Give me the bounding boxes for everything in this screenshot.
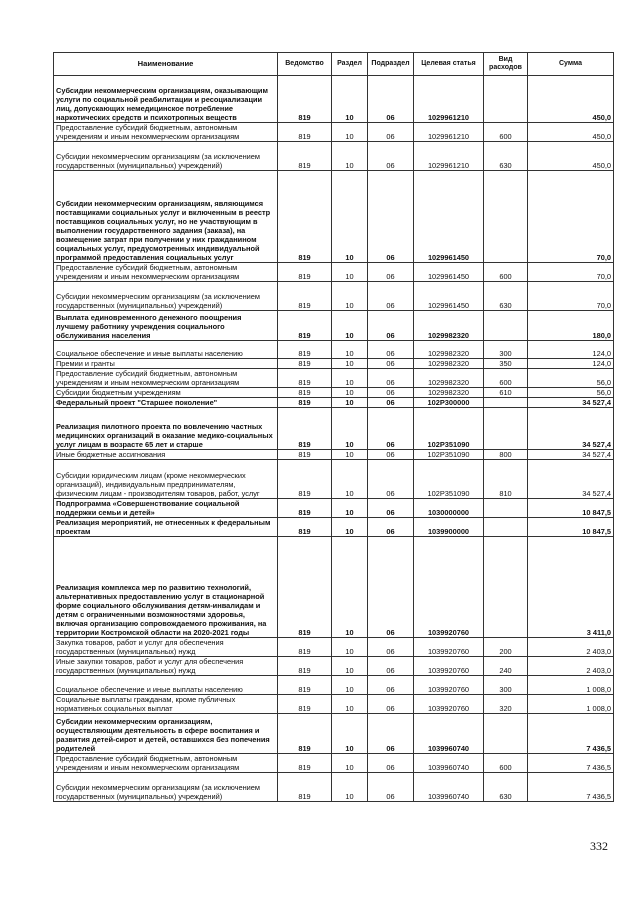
cell-section: 10 — [332, 676, 368, 695]
cell-dept: 819 — [278, 518, 332, 537]
header-expense-type: Вид расходов — [484, 53, 528, 76]
cell-target: 1039900000 — [414, 518, 484, 537]
table-body — [54, 76, 614, 802]
cell-section: 10 — [332, 76, 368, 123]
cell-section: 10 — [332, 754, 368, 773]
cell-dept: 819 — [278, 408, 332, 450]
table-row — [54, 311, 614, 341]
table-row — [54, 388, 614, 398]
cell-name: Социальные выплаты гражданам, кроме публичных нормативных социальных выплат — [54, 695, 278, 714]
table-row — [54, 695, 614, 714]
cell-dept: 819 — [278, 398, 332, 408]
cell-section: 10 — [332, 263, 368, 282]
cell-target: 1039960740 — [414, 773, 484, 802]
cell-section: 10 — [332, 171, 368, 263]
cell-section: 10 — [332, 499, 368, 518]
cell-dept: 819 — [278, 369, 332, 388]
cell-target: 1039920760 — [414, 695, 484, 714]
cell-name: Подпрограмма «Совершенствование социальной поддержки семьи и детей» — [54, 499, 278, 518]
table-row — [54, 359, 614, 369]
cell-name: Субсидии некоммерческим организациям (за исключением государственных (муниципальных) учреждений) — [54, 142, 278, 171]
table-row — [54, 450, 614, 460]
table-row — [54, 369, 614, 388]
cell-dept: 819 — [278, 754, 332, 773]
cell-target: 1039920760 — [414, 676, 484, 695]
cell-expense-type: 600 — [484, 123, 528, 142]
cell-sum: 70,0 — [528, 282, 614, 311]
cell-dept: 819 — [278, 311, 332, 341]
cell-dept: 819 — [278, 142, 332, 171]
cell-sum: 70,0 — [528, 263, 614, 282]
cell-expense-type: 600 — [484, 263, 528, 282]
cell-section: 10 — [332, 537, 368, 638]
cell-name: Премии и гранты — [54, 359, 278, 369]
cell-sum: 7 436,5 — [528, 754, 614, 773]
cell-sum: 10 847,5 — [528, 499, 614, 518]
cell-dept: 819 — [278, 263, 332, 282]
cell-subsection: 06 — [368, 341, 414, 359]
cell-sum: 34 527,4 — [528, 408, 614, 450]
cell-section: 10 — [332, 341, 368, 359]
cell-name: Выплата единовременного денежного поощрения лучшему работнику учреждения социального обслуживания населения — [54, 311, 278, 341]
cell-subsection: 06 — [368, 754, 414, 773]
cell-dept: 819 — [278, 695, 332, 714]
cell-sum: 450,0 — [528, 142, 614, 171]
cell-expense-type: 240 — [484, 657, 528, 676]
table-row — [54, 408, 614, 450]
cell-sum: 1 008,0 — [528, 676, 614, 695]
cell-target: 1039920760 — [414, 638, 484, 657]
cell-name: Иные бюджетные ассигнования — [54, 450, 278, 460]
table-row — [54, 460, 614, 499]
cell-expense-type: 320 — [484, 695, 528, 714]
cell-subsection: 06 — [368, 123, 414, 142]
cell-expense-type — [484, 398, 528, 408]
cell-dept: 819 — [278, 341, 332, 359]
cell-name: Реализация пилотного проекта по вовлечению частных медицинских организаций в оказание медико-социальных услуг лицам в возрасте 65 лет и старше — [54, 408, 278, 450]
table-row — [54, 499, 614, 518]
cell-dept: 819 — [278, 388, 332, 398]
cell-subsection: 06 — [368, 518, 414, 537]
table-row — [54, 754, 614, 773]
cell-target: 1039920760 — [414, 657, 484, 676]
header-sum: Сумма — [528, 53, 614, 76]
cell-dept: 819 — [278, 460, 332, 499]
cell-target: 102P351090 — [414, 460, 484, 499]
cell-name: Субсидии бюджетным учреждениям — [54, 388, 278, 398]
cell-expense-type: 300 — [484, 341, 528, 359]
cell-expense-type — [484, 76, 528, 123]
table-row — [54, 676, 614, 695]
cell-subsection: 06 — [368, 263, 414, 282]
cell-target: 1029982320 — [414, 311, 484, 341]
cell-expense-type: 600 — [484, 754, 528, 773]
cell-expense-type: 810 — [484, 460, 528, 499]
cell-dept: 819 — [278, 714, 332, 754]
cell-section: 10 — [332, 388, 368, 398]
cell-subsection: 06 — [368, 142, 414, 171]
cell-section: 10 — [332, 142, 368, 171]
cell-section: 10 — [332, 695, 368, 714]
cell-dept: 819 — [278, 359, 332, 369]
cell-target: 1039920760 — [414, 537, 484, 638]
cell-sum: 7 436,5 — [528, 714, 614, 754]
cell-section: 10 — [332, 714, 368, 754]
cell-sum: 124,0 — [528, 341, 614, 359]
cell-section: 10 — [332, 638, 368, 657]
table-header-row — [54, 53, 614, 76]
header-subsection: Подраздел — [368, 53, 414, 76]
cell-target: 1029961210 — [414, 76, 484, 123]
table-row — [54, 341, 614, 359]
cell-dept: 819 — [278, 537, 332, 638]
cell-expense-type: 600 — [484, 369, 528, 388]
cell-section: 10 — [332, 311, 368, 341]
cell-expense-type — [484, 171, 528, 263]
cell-section: 10 — [332, 282, 368, 311]
cell-sum: 70,0 — [528, 171, 614, 263]
cell-dept: 819 — [278, 450, 332, 460]
cell-name: Предоставление субсидий бюджетным, автономным учреждениям и иным некоммерческим организациям — [54, 754, 278, 773]
cell-expense-type — [484, 518, 528, 537]
cell-name: Субсидии некоммерческим организациям, осуществляющим деятельность в сфере воспитания и развития детей-сирот и детей, оставшихся без попечения родителей — [54, 714, 278, 754]
table-row — [54, 171, 614, 263]
cell-name: Реализация комплекса мер по развитию технологий, альтернативных предоставлению услуг в стационарной форме социального обслуживания детям-инвалидам и детям с ограниченными возможностями здоровья, включая организацию сопровождаемого проживания, на территории Костромской области на 2020-2021 годы — [54, 537, 278, 638]
cell-subsection: 06 — [368, 359, 414, 369]
cell-dept: 819 — [278, 171, 332, 263]
cell-name: Социальное обеспечение и иные выплаты населению — [54, 341, 278, 359]
cell-target: 1029961450 — [414, 171, 484, 263]
cell-target: 102P300000 — [414, 398, 484, 408]
cell-target: 1029982320 — [414, 369, 484, 388]
cell-dept: 819 — [278, 773, 332, 802]
cell-subsection: 06 — [368, 638, 414, 657]
cell-sum: 450,0 — [528, 76, 614, 123]
header-dept: Ведомство — [278, 53, 332, 76]
cell-expense-type: 800 — [484, 450, 528, 460]
cell-name: Субсидии некоммерческим организациям (за исключением государственных (муниципальных) учреждений) — [54, 282, 278, 311]
header-section: Раздел — [332, 53, 368, 76]
cell-dept: 819 — [278, 638, 332, 657]
cell-dept: 819 — [278, 657, 332, 676]
cell-subsection: 06 — [368, 676, 414, 695]
cell-name: Субсидии некоммерческим организациям, являющимся поставщиками социальных услуг и включенным в реестр поставщиков социальных услуг, но не участвующим в выполнении государственного задания (заказа), на возмещение затрат при получении у них гражданином социальных услуг, предусмотренных индивидуальной программой предоставления социальных услуг — [54, 171, 278, 263]
cell-subsection: 06 — [368, 657, 414, 676]
cell-name: Субсидии юридическим лицам (кроме некоммерческих организаций), индивидуальным предпринимателям, физическим лицам - производителям товаров, работ, услуг — [54, 460, 278, 499]
cell-section: 10 — [332, 359, 368, 369]
table-row — [54, 142, 614, 171]
cell-sum: 10 847,5 — [528, 518, 614, 537]
cell-dept: 819 — [278, 499, 332, 518]
cell-sum: 124,0 — [528, 359, 614, 369]
cell-dept: 819 — [278, 76, 332, 123]
cell-expense-type: 300 — [484, 676, 528, 695]
cell-expense-type — [484, 714, 528, 754]
cell-section: 10 — [332, 408, 368, 450]
cell-target: 1039960740 — [414, 754, 484, 773]
cell-sum: 2 403,0 — [528, 638, 614, 657]
table-row — [54, 76, 614, 123]
cell-section: 10 — [332, 398, 368, 408]
cell-sum: 56,0 — [528, 369, 614, 388]
cell-section: 10 — [332, 773, 368, 802]
cell-subsection: 06 — [368, 714, 414, 754]
cell-sum: 450,0 — [528, 123, 614, 142]
cell-expense-type — [484, 537, 528, 638]
cell-target: 1030000000 — [414, 499, 484, 518]
table-row — [54, 657, 614, 676]
cell-name: Предоставление субсидий бюджетным, автономным учреждениям и иным некоммерческим организациям — [54, 369, 278, 388]
header-name: Наименование — [54, 53, 278, 76]
cell-target: 1039960740 — [414, 714, 484, 754]
cell-expense-type: 610 — [484, 388, 528, 398]
cell-section: 10 — [332, 518, 368, 537]
budget-table — [53, 52, 614, 802]
cell-subsection: 06 — [368, 76, 414, 123]
cell-target: 1029961450 — [414, 282, 484, 311]
cell-name: Предоставление субсидий бюджетным, автономным учреждениям и иным некоммерческим организациям — [54, 123, 278, 142]
cell-section: 10 — [332, 450, 368, 460]
cell-section: 10 — [332, 657, 368, 676]
cell-section: 10 — [332, 460, 368, 499]
cell-sum: 180,0 — [528, 311, 614, 341]
cell-target: 1029961210 — [414, 142, 484, 171]
cell-sum: 34 527,4 — [528, 398, 614, 408]
cell-subsection: 06 — [368, 388, 414, 398]
table-row — [54, 638, 614, 657]
cell-target: 1029982320 — [414, 359, 484, 369]
cell-name: Субсидии некоммерческим организациям, оказывающим услуги по социальной реабилитации и ресоциализации лиц, допускающих немедицинское потребление наркотических средств и психотропных веществ — [54, 76, 278, 123]
cell-expense-type: 630 — [484, 142, 528, 171]
table-row — [54, 398, 614, 408]
cell-name: Реализация мероприятий, не отнесенных к федеральным проектам — [54, 518, 278, 537]
cell-expense-type: 350 — [484, 359, 528, 369]
cell-expense-type: 200 — [484, 638, 528, 657]
cell-dept: 819 — [278, 676, 332, 695]
cell-target: 1029982320 — [414, 341, 484, 359]
table-row — [54, 263, 614, 282]
cell-target: 1029961210 — [414, 123, 484, 142]
cell-name: Социальное обеспечение и иные выплаты населению — [54, 676, 278, 695]
table-row — [54, 282, 614, 311]
table-row — [54, 123, 614, 142]
table-row — [54, 518, 614, 537]
cell-expense-type — [484, 311, 528, 341]
cell-section: 10 — [332, 369, 368, 388]
cell-subsection: 06 — [368, 408, 414, 450]
cell-sum: 1 008,0 — [528, 695, 614, 714]
header-target: Целевая статья — [414, 53, 484, 76]
cell-expense-type: 630 — [484, 773, 528, 802]
cell-name: Закупка товаров, работ и услуг для обеспечения государственных (муниципальных) нужд — [54, 638, 278, 657]
cell-dept: 819 — [278, 282, 332, 311]
cell-target: 102P351090 — [414, 408, 484, 450]
cell-target: 1029982320 — [414, 388, 484, 398]
table-row — [54, 537, 614, 638]
cell-expense-type — [484, 408, 528, 450]
cell-subsection: 06 — [368, 773, 414, 802]
cell-subsection: 06 — [368, 171, 414, 263]
cell-subsection: 06 — [368, 282, 414, 311]
cell-sum: 56,0 — [528, 388, 614, 398]
cell-subsection: 06 — [368, 311, 414, 341]
cell-expense-type: 630 — [484, 282, 528, 311]
cell-sum: 34 527,4 — [528, 450, 614, 460]
cell-dept: 819 — [278, 123, 332, 142]
cell-sum: 2 403,0 — [528, 657, 614, 676]
cell-name: Иные закупки товаров, работ и услуг для обеспечения государственных (муниципальных) нужд — [54, 657, 278, 676]
cell-sum: 34 527,4 — [528, 460, 614, 499]
cell-subsection: 06 — [368, 398, 414, 408]
cell-subsection: 06 — [368, 369, 414, 388]
cell-name: Предоставление субсидий бюджетным, автономным учреждениям и иным некоммерческим организациям — [54, 263, 278, 282]
cell-subsection: 06 — [368, 450, 414, 460]
cell-expense-type — [484, 499, 528, 518]
cell-sum: 3 411,0 — [528, 537, 614, 638]
page-number: 332 — [590, 839, 608, 853]
cell-name: Субсидии некоммерческим организациям (за исключением государственных (муниципальных) учреждений) — [54, 773, 278, 802]
cell-subsection: 06 — [368, 695, 414, 714]
cell-target: 102P351090 — [414, 450, 484, 460]
table-row — [54, 714, 614, 754]
cell-subsection: 06 — [368, 460, 414, 499]
cell-subsection: 06 — [368, 499, 414, 518]
cell-section: 10 — [332, 123, 368, 142]
cell-target: 1029961450 — [414, 263, 484, 282]
cell-sum: 7 436,5 — [528, 773, 614, 802]
table-row — [54, 773, 614, 802]
cell-subsection: 06 — [368, 537, 414, 638]
cell-name: Федеральный проект "Старшее поколение" — [54, 398, 278, 408]
